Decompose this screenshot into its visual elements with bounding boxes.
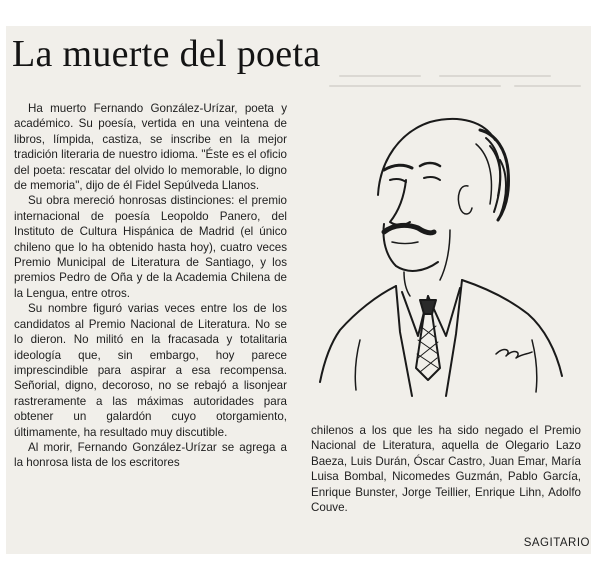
bleed-through-text [300,70,585,100]
article-body-right-column [311,423,581,515]
article-paragraph-continuation: chilenos a los que les ha sido negado el Premio Nacional de Literatura, aquella de Olegario Lazo Baeza, Luis Durán, Óscar Castro, Juan Emar, María Luisa Bombal, Nicomedes Guzmán, Pablo García, Enrique Bunster, Jorge Teillier, Enrique Lihn, Adolfo Couve. [311,424,581,515]
article-paragraph: Su obra mereció honrosas distinciones: el premio internacional de poesía Leopoldo Panero, del Instituto de Cultura Hispánica de Madrid (el único chileno que lo ha obtenido hasta hoy), cuatro veces Premio Municipal de Literatura de Santiago, y los premios Pedro de Oña y de la Academia Chilena de la Lengua, entre otros. [14,194,287,300]
article-paragraph: Al morir, Fernando González-Urízar se agrega a la honrosa lista de los escritores [14,440,287,470]
article-paragraph: Ha muerto Fernando González-Urízar, poeta y académico. Su poesía, vertida en una veintena de libros, límpida, castiza, se inscribe en la mejor tradición literaria de nuestro idioma. "Éste es el oficio del poeta: rescatar del olvido lo memorable, lo digno de memoria", dijo de él Fidel Sepúlveda Llanos. [14,102,287,193]
article-paragraph: Su nombre figuró varias veces entre los de los candidatos al Premio Nacional de Literatura. No se lo dieron. No militó en la fracasada y totalitaria ideología que, sin embargo, hoy parece imprescindible para aspirar a esa recompensa. Señorial, digno, decoroso, no se rebajó a lisonjear rastreramente a las máximas autoridades para obtener un galardón cuyo otorgamiento, últimamente, ha resultado muy discutible. [14,302,287,439]
author-signature: SAGITARIO [523,537,590,549]
pen-sketch-portrait-icon [300,100,588,400]
article-body-left-column [14,101,287,471]
headline: La muerte del poeta [12,33,321,75]
